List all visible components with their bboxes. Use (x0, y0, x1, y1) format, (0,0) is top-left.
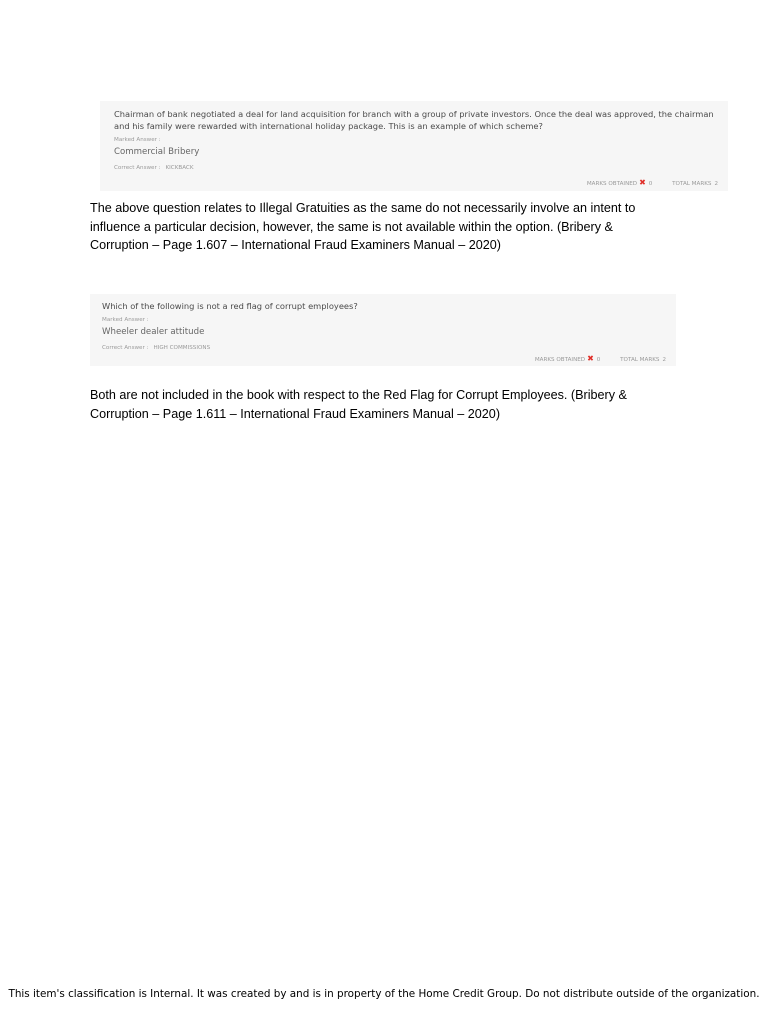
total-marks-label: TOTAL MARKS (672, 181, 712, 187)
marks-obtained-label: MARKS OBTAINED (586, 181, 638, 187)
classification-footer: This item's classification is Internal. It was created by and is in property of the Home Credit Group. Do not distribute outside of the organization. (8, 988, 760, 1000)
correct-answer-row (114, 164, 716, 172)
correct-answer-label: Correct Answer : (102, 345, 149, 351)
correct-answer-row (102, 344, 664, 352)
marks-summary (535, 354, 666, 363)
marked-answer: Commercial Bribery (114, 147, 200, 157)
question-card-2 (90, 294, 676, 366)
cross-icon: ✖ (587, 354, 594, 363)
total-marks-label: TOTAL MARKS (620, 357, 660, 363)
explanation-note-1: The above question relates to Illegal Gratuities as the same do not necessarily involve an intent to influence a particular decision, however, the same is not available within the option. (Bribery & Corruption – Page 1.607 – International Fraud Examiners Manual – 2020) (90, 201, 636, 252)
marked-answer: Wheeler dealer attitude (102, 327, 205, 337)
correct-answer: HIGH COMMISSIONS (153, 345, 211, 351)
marked-answer-label: Marked Answer : (114, 137, 161, 143)
marks-summary (587, 178, 718, 187)
cross-icon: ✖ (639, 178, 646, 187)
marks-obtained-value: 0 (648, 181, 653, 187)
total-marks-value: 2 (662, 357, 666, 363)
question-text: Which of the following is not a red flag of corrupt employees? (102, 301, 358, 311)
correct-answer: KICKBACK (165, 165, 194, 171)
explanation-note-2: Both are not included in the book with respect to the Red Flag for Corrupt Employees. (Bribery & Corruption – Page 1.611 – International Fraud Examiners Manual – 2020) (90, 388, 627, 421)
question-text: Chairman of bank negotiated a deal for land acquisition for branch with a group of private investors. Once the deal was approved, the chairman and his family were rewarded with international holiday package. This is an example of which scheme? (114, 109, 714, 131)
marked-answer-label: Marked Answer : (102, 317, 149, 323)
total-marks-value: 2 (714, 181, 718, 187)
correct-answer-label: Correct Answer : (114, 165, 161, 171)
marks-obtained-value: 0 (596, 357, 601, 363)
marks-obtained-label: MARKS OBTAINED (534, 357, 586, 363)
question-card-1 (100, 101, 728, 191)
